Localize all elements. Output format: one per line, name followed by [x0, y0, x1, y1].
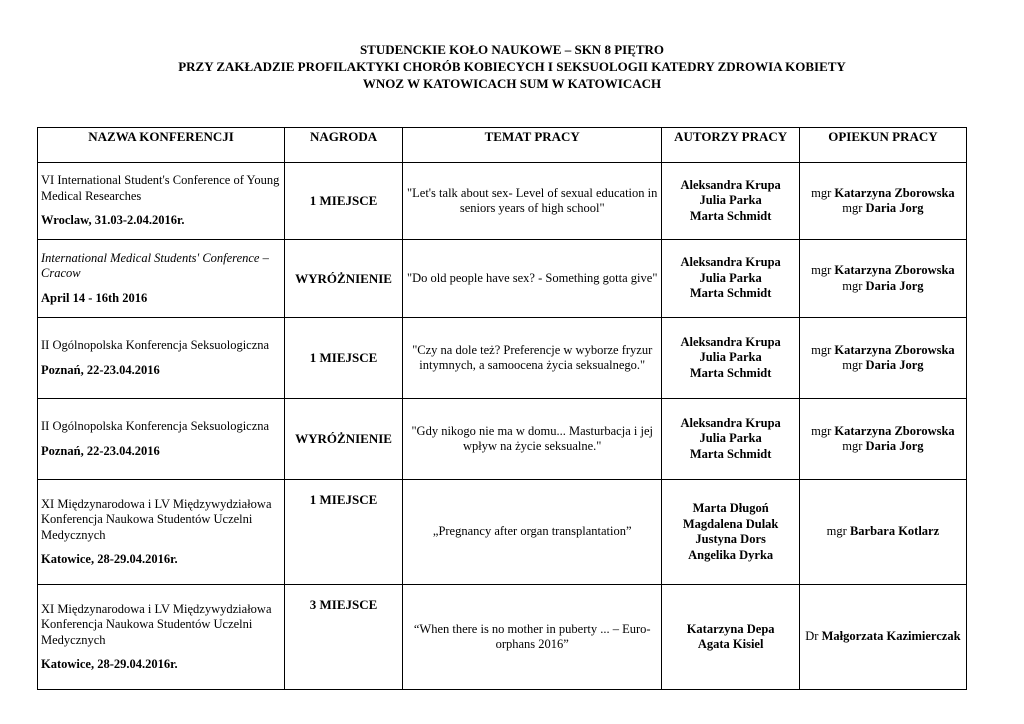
- supervisor-cell: [799, 318, 966, 399]
- conference-cell: [38, 240, 285, 318]
- supervisor-cell: [799, 163, 966, 240]
- heading-line-3: WNOZ W KATOWICACH SUM W KATOWICACH: [362, 76, 662, 91]
- conference-name: XI Międzynarodowa i LV Międzywydziałowa Konferencja Naukowa Studentów Uczelni Medycznych: [41, 496, 272, 542]
- supervisor-entry: [803, 439, 963, 455]
- supervisor-entry: [803, 201, 963, 217]
- author-name: Katarzyna Depa: [686, 621, 775, 636]
- conference-place-date: April 14 - 16th 2016: [41, 290, 148, 305]
- supervisor-entry: [803, 279, 963, 295]
- author-name: Marta Schmidt: [689, 286, 772, 301]
- conference-place-date: Poznań, 22-23.04.2016: [41, 443, 160, 458]
- supervisor-title: mgr: [842, 439, 863, 453]
- conference-cell: [38, 163, 285, 240]
- author-name: Marta Schmidt: [689, 365, 772, 380]
- award-cell: 1 MIEJSCE: [285, 318, 403, 399]
- author-name: Julia Parka: [699, 270, 762, 285]
- supervisor-cell: [799, 480, 966, 585]
- table-row: [38, 399, 967, 480]
- author-name: Angelika Dyrka: [688, 547, 774, 562]
- supervisor-name: Daria Jorg: [865, 201, 924, 215]
- supervisor-entry: [803, 358, 963, 374]
- author-name: Aleksandra Krupa: [680, 415, 781, 430]
- author-name: Marta Schmidt: [689, 208, 772, 223]
- supervisor-entry: [803, 186, 963, 202]
- supervisor-cell: [799, 240, 966, 318]
- topic-cell: "Do old people have sex? - Something gotta give": [403, 240, 662, 318]
- award-cell: 1 MIEJSCE: [285, 163, 403, 240]
- conference-place-date: Wroclaw, 31.03-2.04.2016r.: [41, 213, 185, 228]
- conference-cell: [38, 480, 285, 585]
- conference-cell: [38, 318, 285, 399]
- supervisor-name: Katarzyna Zborowska: [834, 185, 955, 200]
- supervisor-title: mgr: [811, 423, 832, 438]
- supervisor-name: Małgorzata Kazimierczak: [821, 629, 961, 644]
- column-header-supervisor: OPIEKUN PRACY: [799, 128, 966, 163]
- conference-place-date: Poznań, 22-23.04.2016: [41, 362, 160, 377]
- authors-cell: [662, 163, 799, 240]
- authors-cell: [662, 240, 799, 318]
- conference-cell: [38, 399, 285, 480]
- table-row: [38, 585, 967, 690]
- supervisor-entry: [803, 424, 963, 440]
- supervisor-entry: [803, 524, 963, 540]
- author-name: Julia Parka: [699, 193, 762, 208]
- column-header-topic: TEMAT PRACY: [403, 128, 662, 163]
- supervisor-title: mgr: [842, 358, 863, 372]
- document-heading: [0, 41, 1024, 92]
- author-name: Aleksandra Krupa: [680, 334, 781, 349]
- award-cell: WYRÓŻNIENIE: [285, 399, 403, 480]
- author-name: Marta Schmidt: [689, 446, 772, 461]
- conference-name: II Ogólnopolska Konferencja Seksuologiczna: [41, 419, 270, 433]
- supervisor-name: Daria Jorg: [865, 358, 924, 372]
- author-name: Aleksandra Krupa: [680, 177, 781, 192]
- topic-cell: "Let's talk about sex- Level of sexual education in seniors years of high school": [403, 163, 662, 240]
- author-name: Justyna Dors: [695, 532, 766, 546]
- supervisor-entry: [803, 263, 963, 279]
- column-header-authors: AUTORZY PRACY: [662, 128, 799, 163]
- authors-cell: [662, 318, 799, 399]
- supervisor-name: Barbara Kotlarz: [849, 524, 940, 539]
- topic-cell: „Pregnancy after organ transplantation”: [403, 480, 662, 585]
- supervisor-name: Katarzyna Zborowska: [834, 342, 955, 357]
- topic-cell: "Gdy nikogo nie ma w domu... Masturbacja i jej wpływ na życie seksualne.": [403, 399, 662, 480]
- award-cell: 1 MIEJSCE: [285, 480, 403, 585]
- supervisor-title: mgr: [811, 263, 832, 277]
- conference-place-date: Katowice, 28-29.04.2016r.: [41, 657, 178, 671]
- authors-cell: [662, 585, 799, 690]
- heading-line-1: STUDENCKIE KOŁO NAUKOWE – SKN 8 PIĘTRO: [359, 42, 665, 57]
- table-row: [38, 163, 967, 240]
- conference-place-date: Katowice, 28-29.04.2016r.: [41, 552, 178, 566]
- award-cell: WYRÓŻNIENIE: [285, 240, 403, 318]
- supervisor-entry: [803, 629, 963, 645]
- supervisor-title: mgr: [811, 342, 832, 357]
- supervisor-cell: [799, 399, 966, 480]
- supervisor-name: Daria Jorg: [865, 439, 924, 453]
- column-header-award: NAGRODA: [285, 128, 403, 163]
- conference-cell: [38, 585, 285, 690]
- supervisor-entry: [803, 343, 963, 359]
- topic-cell: "Czy na dole też? Preferencje w wyborze fryzur intymnych, a samoocena życia seksualnego.": [403, 318, 662, 399]
- authors-cell: [662, 399, 799, 480]
- conference-name: II Ogólnopolska Konferencja Seksuologiczna: [41, 338, 270, 352]
- table-row: [38, 318, 967, 399]
- table-row: [38, 240, 967, 318]
- author-name: Julia Parka: [699, 431, 762, 446]
- column-header-conference: NAZWA KONFERENCJI: [38, 128, 285, 163]
- conference-name: VI International Student's Conference of Young Medical Researches: [41, 173, 280, 203]
- supervisor-name: Katarzyna Zborowska: [834, 423, 955, 438]
- heading-line-2: PRZY ZAKŁADZIE PROFILAKTYKI CHORÓB KOBIECYCH I SEKSUOLOGII KATEDRY ZDROWIA KOBIETY: [178, 59, 846, 74]
- table-header-row: [38, 128, 967, 163]
- conference-name: International Medical Students' Conference – Cracow: [41, 250, 269, 281]
- supervisor-title: mgr: [811, 185, 832, 200]
- supervisor-name: Daria Jorg: [865, 278, 924, 293]
- supervisor-cell: [799, 585, 966, 690]
- author-name: Agata Kisiel: [697, 637, 764, 651]
- awards-table: [37, 127, 967, 690]
- author-name: Julia Parka: [699, 350, 762, 365]
- author-name: Marta Długoń: [692, 501, 769, 515]
- topic-cell: “When there is no mother in puberty ... – Euro-orphans 2016”: [403, 585, 662, 690]
- authors-cell: [662, 480, 799, 585]
- table-row: [38, 480, 967, 585]
- supervisor-title: mgr: [842, 201, 863, 215]
- supervisor-title: Dr: [805, 629, 819, 644]
- supervisor-title: mgr: [842, 278, 863, 293]
- author-name: Magdalena Dulak: [682, 516, 779, 531]
- conference-name: XI Międzynarodowa i LV Międzywydziałowa Konferencja Naukowa Studentów Uczelni Medycznych: [41, 601, 272, 647]
- author-name: Aleksandra Krupa: [680, 255, 781, 270]
- award-cell: 3 MIEJSCE: [285, 585, 403, 690]
- supervisor-title: mgr: [826, 524, 847, 539]
- supervisor-name: Katarzyna Zborowska: [834, 263, 955, 277]
